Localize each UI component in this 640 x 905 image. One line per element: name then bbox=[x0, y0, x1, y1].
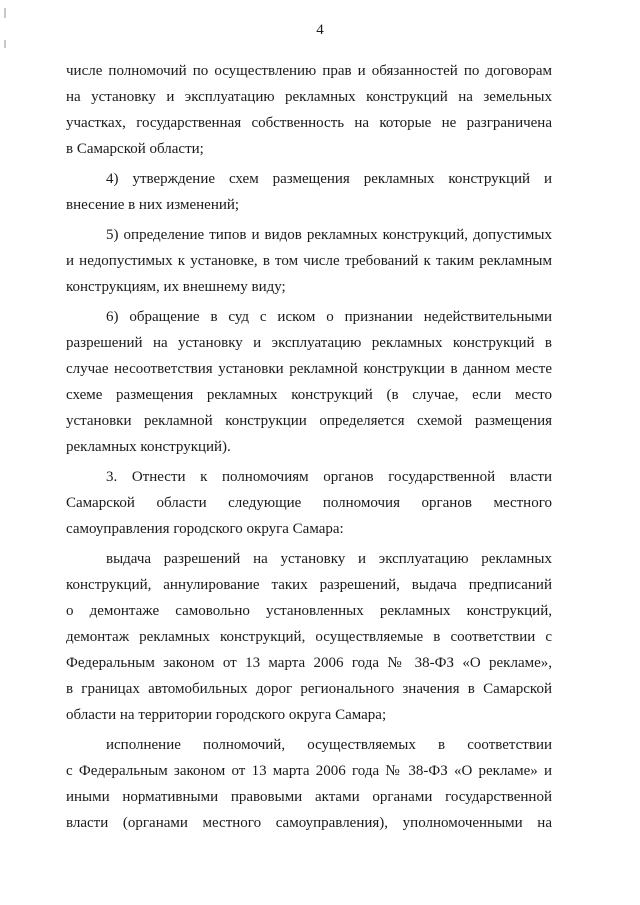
text-line: участках, государственная собственность на которые не разграничена bbox=[66, 115, 552, 131]
text-line: схеме размещения рекламных конструкций (в случае, если место bbox=[66, 387, 552, 403]
page-number: 4 bbox=[316, 22, 324, 38]
text-line: установки рекламной конструкции определяется схемой размещения bbox=[66, 413, 552, 429]
text-line: числе полномочий по осуществлению прав и обязанностей по договорам bbox=[66, 63, 552, 79]
text-line: Федеральным законом от 13 марта 2006 года № 38-ФЗ «О рекламе», bbox=[66, 655, 552, 671]
text-line: иными нормативными правовыми актами органами государственной bbox=[66, 789, 552, 805]
text-line: разрешений на установку и эксплуатацию рекламных конструкций в bbox=[66, 335, 552, 351]
text-line: случае несоответствия установки рекламной конструкции в данном месте bbox=[66, 361, 552, 377]
scan-edge-mark bbox=[4, 40, 6, 48]
text-line: демонтаж рекламных конструкций, осуществляемые в соответствии с bbox=[66, 629, 552, 645]
text-line: 4) утверждение схем размещения рекламных конструкций и bbox=[106, 171, 552, 187]
text-line: и недопустимых к установке, в том числе требований к таким рекламным bbox=[66, 253, 552, 269]
text-line: конструкциям, их внешнему виду; bbox=[66, 279, 286, 295]
text-line: Самарской области следующие полномочия органов местного bbox=[66, 495, 552, 511]
text-line: рекламных конструкций). bbox=[66, 439, 231, 455]
scan-edge-mark bbox=[4, 8, 6, 18]
text-line: самоуправления городского округа Самара: bbox=[66, 521, 344, 537]
text-line: конструкций, аннулирование таких разрешений, выдача предписаний bbox=[66, 577, 552, 593]
text-line: 3. Отнести к полномочиям органов государственной власти bbox=[106, 469, 552, 485]
text-line: в границах автомобильных дорог регионального значения в Самарской bbox=[66, 681, 552, 697]
text-line: 5) определение типов и видов рекламных конструкций, допустимых bbox=[106, 227, 552, 243]
text-line: исполнение полномочий, осуществляемых в соответствии bbox=[106, 737, 552, 753]
text-line: с Федеральным законом от 13 марта 2006 года № 38-ФЗ «О рекламе» и bbox=[66, 763, 552, 779]
text-line: 6) обращение в суд с иском о признании недействительными bbox=[106, 309, 552, 325]
text-line: власти (органами местного самоуправления), уполномоченными на bbox=[66, 815, 552, 831]
text-line: в Самарской области; bbox=[66, 141, 204, 157]
text-line: о демонтаже самовольно установленных рекламных конструкций, bbox=[66, 603, 552, 619]
text-line: на установку и эксплуатацию рекламных конструкций на земельных bbox=[66, 89, 552, 105]
text-line: выдача разрешений на установку и эксплуатацию рекламных bbox=[106, 551, 552, 567]
text-line: внесение в них изменений; bbox=[66, 197, 240, 213]
text-line: области на территории городского округа Самара; bbox=[66, 707, 387, 723]
